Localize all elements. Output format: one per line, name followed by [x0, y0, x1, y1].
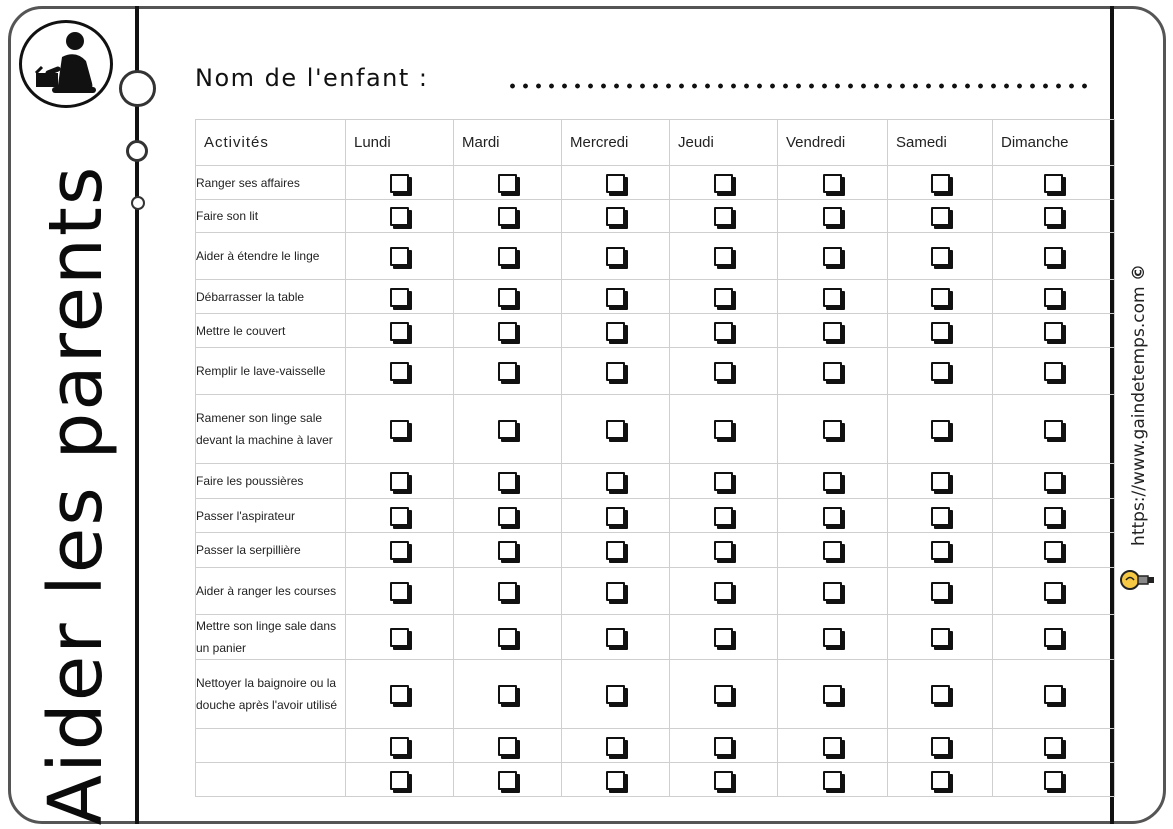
empty-checkbox-icon[interactable]: [606, 582, 625, 601]
table-row: [196, 660, 1115, 729]
empty-checkbox-icon[interactable]: [714, 737, 733, 756]
checkbox-cell: [670, 660, 778, 729]
empty-checkbox-icon[interactable]: [931, 322, 950, 341]
activity-label: Ranger ses affaires: [196, 166, 346, 200]
activity-label: Débarrasser la table: [196, 280, 346, 314]
empty-checkbox-icon[interactable]: [714, 362, 733, 381]
checkbox-cell: [993, 395, 1115, 464]
empty-checkbox-icon[interactable]: [823, 507, 842, 526]
empty-checkbox-icon[interactable]: [390, 420, 409, 439]
table-row: [196, 533, 1115, 568]
empty-checkbox-icon[interactable]: [931, 628, 950, 647]
child-name-field[interactable]: [506, 82, 1088, 90]
checkbox-cell: [888, 464, 993, 499]
empty-checkbox-icon[interactable]: [606, 362, 625, 381]
activity-label: Ramener son linge sale devant la machine à laver: [196, 395, 346, 464]
day-header-dimanche: Dimanche: [993, 120, 1115, 166]
checkbox-cell: [346, 395, 454, 464]
checkbox-cell: [562, 763, 670, 797]
checkbox-cell: [562, 615, 670, 660]
empty-checkbox-icon[interactable]: [931, 174, 950, 193]
checkbox-cell: [888, 533, 993, 568]
checkbox-cell: [888, 166, 993, 200]
decorative-ring-small: [131, 196, 145, 210]
activity-label: Nettoyer la baignoire ou la douche après l'avoir utilisé: [196, 660, 346, 729]
checkbox-cell: [670, 233, 778, 280]
child-name-label: Nom de l'enfant :: [195, 64, 429, 92]
checkbox-cell: [454, 533, 562, 568]
checkbox-cell: [454, 233, 562, 280]
empty-checkbox-icon[interactable]: [498, 420, 517, 439]
checkbox-cell: [562, 533, 670, 568]
empty-checkbox-icon[interactable]: [390, 472, 409, 491]
checkbox-cell: [670, 533, 778, 568]
checkbox-cell: [778, 166, 888, 200]
checkbox-cell: [778, 729, 888, 763]
child-playing-icon: [19, 20, 113, 108]
checkbox-cell: [670, 499, 778, 533]
side-title: Aider les parents: [33, 164, 119, 826]
empty-checkbox-icon[interactable]: [498, 582, 517, 601]
checkbox-cell: [778, 568, 888, 615]
empty-checkbox-icon[interactable]: [1044, 582, 1063, 601]
activities-header: Activités: [196, 120, 346, 166]
checkbox-cell: [778, 499, 888, 533]
checkbox-cell: [888, 200, 993, 233]
checkbox-cell: [346, 615, 454, 660]
checkbox-cell: [562, 280, 670, 314]
empty-checkbox-icon[interactable]: [390, 288, 409, 307]
empty-checkbox-icon[interactable]: [498, 288, 517, 307]
day-header-vendredi: Vendredi: [778, 120, 888, 166]
empty-checkbox-icon[interactable]: [823, 322, 842, 341]
day-header-jeudi: Jeudi: [670, 120, 778, 166]
checkbox-cell: [562, 233, 670, 280]
checkbox-cell: [670, 615, 778, 660]
empty-checkbox-icon[interactable]: [498, 207, 517, 226]
checkbox-cell: [454, 280, 562, 314]
table-row: [196, 464, 1115, 499]
checkbox-cell: [993, 533, 1115, 568]
empty-checkbox-icon[interactable]: [498, 628, 517, 647]
checkbox-cell: [454, 763, 562, 797]
checkbox-cell: [346, 533, 454, 568]
checkbox-cell: [993, 464, 1115, 499]
checkbox-cell: [346, 729, 454, 763]
activity-label: Mettre son linge sale dans un panier: [196, 615, 346, 660]
empty-checkbox-icon[interactable]: [931, 685, 950, 704]
empty-checkbox-icon[interactable]: [606, 288, 625, 307]
empty-checkbox-icon[interactable]: [714, 771, 733, 790]
checkbox-cell: [562, 568, 670, 615]
empty-checkbox-icon[interactable]: [390, 541, 409, 560]
empty-checkbox-icon[interactable]: [606, 322, 625, 341]
empty-checkbox-icon[interactable]: [390, 247, 409, 266]
checkbox-cell: [670, 464, 778, 499]
checkbox-cell: [670, 200, 778, 233]
empty-checkbox-icon[interactable]: [498, 507, 517, 526]
checkbox-cell: [993, 200, 1115, 233]
empty-checkbox-icon[interactable]: [931, 582, 950, 601]
table-row: [196, 763, 1115, 797]
empty-checkbox-icon[interactable]: [1044, 472, 1063, 491]
empty-checkbox-icon[interactable]: [390, 174, 409, 193]
empty-checkbox-icon[interactable]: [1044, 685, 1063, 704]
empty-checkbox-icon[interactable]: [931, 420, 950, 439]
activity-label: Faire son lit: [196, 200, 346, 233]
table-row: [196, 233, 1115, 280]
decorative-ring-medium: [126, 140, 148, 162]
empty-checkbox-icon[interactable]: [823, 628, 842, 647]
decorative-ring-large: [119, 70, 156, 107]
empty-checkbox-icon[interactable]: [498, 685, 517, 704]
checkbox-cell: [670, 729, 778, 763]
checkbox-cell: [778, 280, 888, 314]
checkbox-cell: [993, 166, 1115, 200]
checkbox-cell: [993, 729, 1115, 763]
checkbox-cell: [888, 499, 993, 533]
empty-checkbox-icon[interactable]: [606, 207, 625, 226]
empty-checkbox-icon[interactable]: [714, 628, 733, 647]
checkbox-cell: [993, 568, 1115, 615]
activity-label: Passer la serpillière: [196, 533, 346, 568]
empty-checkbox-icon[interactable]: [931, 362, 950, 381]
empty-checkbox-icon[interactable]: [1044, 541, 1063, 560]
table-row: [196, 314, 1115, 348]
empty-checkbox-icon[interactable]: [1044, 507, 1063, 526]
empty-checkbox-icon[interactable]: [390, 507, 409, 526]
empty-checkbox-icon[interactable]: [714, 420, 733, 439]
checkbox-cell: [993, 280, 1115, 314]
day-header-mardi: Mardi: [454, 120, 562, 166]
empty-checkbox-icon[interactable]: [714, 541, 733, 560]
checkbox-cell: [778, 200, 888, 233]
checkbox-cell: [454, 729, 562, 763]
checkbox-cell: [778, 615, 888, 660]
checkbox-cell: [346, 314, 454, 348]
checkbox-cell: [888, 280, 993, 314]
checkbox-cell: [888, 395, 993, 464]
left-divider: [135, 6, 139, 824]
checkbox-cell: [562, 166, 670, 200]
empty-checkbox-icon[interactable]: [1044, 628, 1063, 647]
empty-checkbox-icon[interactable]: [714, 582, 733, 601]
checkbox-cell: [670, 166, 778, 200]
empty-checkbox-icon[interactable]: [931, 288, 950, 307]
table-row: [196, 280, 1115, 314]
checkbox-cell: [993, 499, 1115, 533]
empty-checkbox-icon[interactable]: [714, 174, 733, 193]
checkbox-cell: [562, 660, 670, 729]
empty-checkbox-icon[interactable]: [498, 771, 517, 790]
checkbox-cell: [454, 615, 562, 660]
empty-checkbox-icon[interactable]: [823, 362, 842, 381]
checkbox-cell: [888, 233, 993, 280]
empty-checkbox-icon[interactable]: [606, 685, 625, 704]
empty-checkbox-icon[interactable]: [390, 362, 409, 381]
checkbox-cell: [346, 280, 454, 314]
empty-checkbox-icon[interactable]: [1044, 420, 1063, 439]
table-row: [196, 200, 1115, 233]
empty-checkbox-icon[interactable]: [498, 541, 517, 560]
empty-checkbox-icon[interactable]: [1044, 362, 1063, 381]
day-header-samedi: Samedi: [888, 120, 993, 166]
empty-checkbox-icon[interactable]: [606, 174, 625, 193]
activity-label: [196, 729, 346, 763]
checkbox-cell: [993, 233, 1115, 280]
checkbox-cell: [993, 763, 1115, 797]
checkbox-cell: [454, 660, 562, 729]
checkbox-cell: [454, 348, 562, 395]
table-row: [196, 729, 1115, 763]
empty-checkbox-icon[interactable]: [714, 322, 733, 341]
empty-checkbox-icon[interactable]: [498, 472, 517, 491]
checkbox-cell: [562, 314, 670, 348]
checkbox-cell: [346, 763, 454, 797]
empty-checkbox-icon[interactable]: [606, 507, 625, 526]
table-row: [196, 615, 1115, 660]
checkbox-cell: [993, 660, 1115, 729]
empty-checkbox-icon[interactable]: [606, 771, 625, 790]
checkbox-cell: [778, 763, 888, 797]
checkbox-cell: [778, 314, 888, 348]
empty-checkbox-icon[interactable]: [1044, 322, 1063, 341]
checkbox-cell: [888, 729, 993, 763]
empty-checkbox-icon[interactable]: [714, 472, 733, 491]
empty-checkbox-icon[interactable]: [1044, 288, 1063, 307]
empty-checkbox-icon[interactable]: [498, 174, 517, 193]
empty-checkbox-icon[interactable]: [931, 247, 950, 266]
checkbox-cell: [454, 395, 562, 464]
empty-checkbox-icon[interactable]: [606, 420, 625, 439]
empty-checkbox-icon[interactable]: [823, 582, 842, 601]
checkbox-cell: [562, 499, 670, 533]
lightbulb-icon: [1118, 568, 1164, 592]
empty-checkbox-icon[interactable]: [714, 685, 733, 704]
empty-checkbox-icon[interactable]: [931, 207, 950, 226]
checkbox-cell: [562, 348, 670, 395]
empty-checkbox-icon[interactable]: [931, 472, 950, 491]
empty-checkbox-icon[interactable]: [606, 472, 625, 491]
day-header-lundi: Lundi: [346, 120, 454, 166]
empty-checkbox-icon[interactable]: [1044, 247, 1063, 266]
copyright-icon: ©: [1129, 264, 1149, 282]
checkbox-cell: [454, 464, 562, 499]
empty-checkbox-icon[interactable]: [823, 247, 842, 266]
checkbox-cell: [778, 533, 888, 568]
checkbox-cell: [888, 660, 993, 729]
checkbox-cell: [346, 568, 454, 615]
empty-checkbox-icon[interactable]: [823, 472, 842, 491]
checkbox-cell: [454, 166, 562, 200]
empty-checkbox-icon[interactable]: [390, 207, 409, 226]
empty-checkbox-icon[interactable]: [931, 771, 950, 790]
empty-checkbox-icon[interactable]: [823, 541, 842, 560]
checkbox-cell: [346, 200, 454, 233]
activity-label: Aider à étendre le linge: [196, 233, 346, 280]
empty-checkbox-icon[interactable]: [390, 322, 409, 341]
empty-checkbox-icon[interactable]: [823, 771, 842, 790]
activity-label: Faire les poussières: [196, 464, 346, 499]
table-header-row: [196, 120, 1115, 166]
checkbox-cell: [888, 615, 993, 660]
empty-checkbox-icon[interactable]: [498, 737, 517, 756]
empty-checkbox-icon[interactable]: [714, 247, 733, 266]
checkbox-cell: [346, 166, 454, 200]
checkbox-cell: [993, 615, 1115, 660]
empty-checkbox-icon[interactable]: [498, 247, 517, 266]
checkbox-cell: [346, 464, 454, 499]
checkbox-cell: [346, 499, 454, 533]
checkbox-cell: [670, 568, 778, 615]
table-row: [196, 568, 1115, 615]
activity-label: [196, 763, 346, 797]
table-row: [196, 348, 1115, 395]
empty-checkbox-icon[interactable]: [606, 628, 625, 647]
checkbox-cell: [670, 395, 778, 464]
empty-checkbox-icon[interactable]: [714, 288, 733, 307]
checkbox-cell: [888, 348, 993, 395]
checkbox-cell: [888, 568, 993, 615]
empty-checkbox-icon[interactable]: [1044, 207, 1063, 226]
checkbox-cell: [670, 314, 778, 348]
empty-checkbox-icon[interactable]: [823, 685, 842, 704]
checkbox-cell: [346, 660, 454, 729]
checkbox-cell: [888, 763, 993, 797]
url-text: https://www.gaindetemps.com: [1129, 286, 1149, 546]
day-header-mercredi: Mercredi: [562, 120, 670, 166]
empty-checkbox-icon[interactable]: [390, 685, 409, 704]
checkbox-cell: [562, 729, 670, 763]
empty-checkbox-icon[interactable]: [931, 507, 950, 526]
checkbox-cell: [993, 314, 1115, 348]
empty-checkbox-icon[interactable]: [390, 628, 409, 647]
checkbox-cell: [454, 499, 562, 533]
checkbox-cell: [778, 348, 888, 395]
checkbox-cell: [454, 200, 562, 233]
checkbox-cell: [670, 280, 778, 314]
checkbox-cell: [778, 464, 888, 499]
table-row: [196, 499, 1115, 533]
checkbox-cell: [778, 233, 888, 280]
table-row: [196, 166, 1115, 200]
empty-checkbox-icon[interactable]: [1044, 174, 1063, 193]
checkbox-cell: [670, 763, 778, 797]
checkbox-cell: [778, 660, 888, 729]
empty-checkbox-icon[interactable]: [498, 362, 517, 381]
empty-checkbox-icon[interactable]: [1044, 771, 1063, 790]
empty-checkbox-icon[interactable]: [1044, 737, 1063, 756]
checkbox-cell: [670, 348, 778, 395]
activity-label: Mettre le couvert: [196, 314, 346, 348]
empty-checkbox-icon[interactable]: [823, 420, 842, 439]
checkbox-cell: [993, 348, 1115, 395]
checkbox-cell: [778, 395, 888, 464]
empty-checkbox-icon[interactable]: [606, 541, 625, 560]
empty-checkbox-icon[interactable]: [714, 507, 733, 526]
empty-checkbox-icon[interactable]: [498, 322, 517, 341]
checkbox-cell: [888, 314, 993, 348]
activity-label: Remplir le lave-vaisselle: [196, 348, 346, 395]
activity-label: Passer l'aspirateur: [196, 499, 346, 533]
empty-checkbox-icon[interactable]: [931, 541, 950, 560]
table-row: [196, 395, 1115, 464]
empty-checkbox-icon[interactable]: [823, 207, 842, 226]
activity-label: Aider à ranger les courses: [196, 568, 346, 615]
website-url: [1129, 264, 1149, 546]
empty-checkbox-icon[interactable]: [606, 737, 625, 756]
checkbox-cell: [562, 395, 670, 464]
activity-table: [195, 119, 1115, 797]
checkbox-cell: [346, 233, 454, 280]
empty-checkbox-icon[interactable]: [390, 737, 409, 756]
empty-checkbox-icon[interactable]: [823, 737, 842, 756]
checkbox-cell: [454, 314, 562, 348]
checkbox-cell: [562, 464, 670, 499]
checkbox-cell: [454, 568, 562, 615]
empty-checkbox-icon[interactable]: [823, 174, 842, 193]
empty-checkbox-icon[interactable]: [823, 288, 842, 307]
checkbox-cell: [562, 200, 670, 233]
checkbox-cell: [346, 348, 454, 395]
empty-checkbox-icon[interactable]: [606, 247, 625, 266]
empty-checkbox-icon[interactable]: [714, 207, 733, 226]
empty-checkbox-icon[interactable]: [931, 737, 950, 756]
empty-checkbox-icon[interactable]: [390, 771, 409, 790]
empty-checkbox-icon[interactable]: [390, 582, 409, 601]
